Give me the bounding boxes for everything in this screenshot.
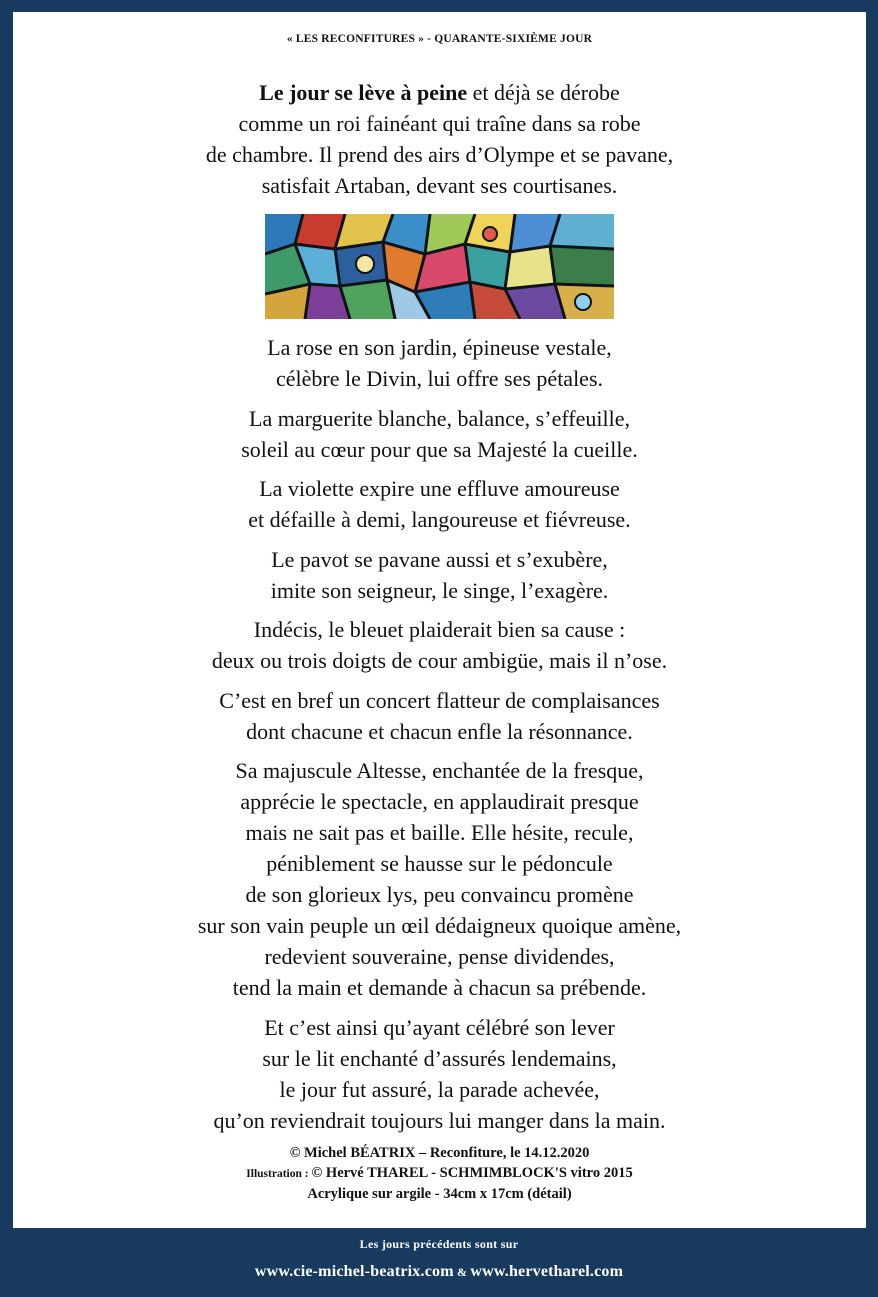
footer-intro: Les jours précédents sont sur (359, 1237, 519, 1251)
stained-glass-illustration (265, 214, 614, 319)
link-hervetharel[interactable]: www.hervetharel.com (470, 1263, 624, 1280)
stanza-9 (13, 1012, 866, 1136)
stanza-4 (13, 473, 866, 535)
poem-line: sur son vain peuple un œil dédaigneux quoique amène, (197, 913, 682, 938)
stanza-1 (13, 77, 866, 201)
illustration-credit (13, 1163, 866, 1184)
artwork-details: Acrylique sur argile - 34cm x 17cm (détail) (307, 1186, 572, 1202)
poem-line: deux ou trois doigts de cour ambigüe, mais il n’ose. (211, 648, 668, 673)
poem-line: dont chacune et chacun enfle la résonnance. (246, 718, 633, 744)
poem-line: de son glorieux lys, peu convaincu promène (245, 882, 634, 907)
poem (13, 77, 866, 1144)
poem-opening-rest: et déjà se dérobe (467, 80, 620, 105)
poem-line: C’est en bref un concert flatteur de complaisances (219, 687, 660, 713)
poem-line: La marguerite blanche, balance, s’effeuille, (249, 405, 630, 431)
poem-page (13, 12, 866, 1228)
poem-opening-bold: Le jour se lève à peine (259, 80, 468, 105)
illustration-prefix: Illustration : (246, 1168, 312, 1180)
credits (13, 1143, 866, 1204)
poem-line: de chambre. Il prend des airs d’Olympe et se pavane, (205, 142, 674, 167)
poem-line: satisfait Artaban, devant ses courtisanes. (261, 173, 618, 198)
poem-line: sur le lit enchanté d’assurés lendemains, (262, 1045, 617, 1071)
footer (0, 1228, 878, 1281)
stanza-6 (13, 614, 866, 676)
footer-links (0, 1263, 878, 1281)
stanza-8 (13, 755, 866, 1003)
poem-line: redevient souveraine, pense dividendes, (264, 944, 615, 969)
poem-line: et défaille à demi, langoureuse et fiévreuse. (248, 507, 631, 532)
stanza-3 (13, 403, 866, 465)
poem-line: Et c’est ainsi qu’ayant célébré son lever (264, 1014, 615, 1040)
poem-line: péniblement se hausse sur le pédoncule (266, 851, 613, 876)
poem-line: comme un roi fainéant qui traîne dans sa robe (238, 111, 641, 136)
illustration-artist: © Hervé THAREL - SCHMIMBLOCK'S vitro 2015 (311, 1165, 633, 1181)
stanza-5 (13, 544, 866, 606)
footer-ampersand: & (453, 1265, 471, 1279)
poem-line: Le pavot se pavane aussi et s’exubère, (271, 546, 608, 572)
poem-line: Indécis, le bleuet plaiderait bien sa cause : (253, 617, 626, 642)
poem-line: soleil au cœur pour que sa Majesté la cueille. (241, 436, 638, 462)
poem-line: La rose en son jardin, épineuse vestale, (267, 335, 612, 360)
poem-line: qu’on reviendrait toujours lui manger dans la main. (213, 1107, 666, 1133)
stanza-2 (13, 332, 866, 394)
poem-line: tend la main et demande à chacun sa prébende. (232, 975, 647, 1000)
page-header: « LES RECONFITURES » - QUARANTE-SIXIÈME JOUR (286, 33, 593, 45)
poem-line: célèbre le Divin, lui offre ses pétales. (275, 366, 604, 391)
poem-line: Sa majuscule Altesse, enchantée de la fresque, (235, 758, 644, 783)
poem-line (13, 77, 866, 108)
stanza-7 (13, 685, 866, 747)
poem-line: le jour fut assuré, la parade achevée, (279, 1076, 600, 1102)
poem-line: apprécie le spectacle, en applaudirait presque (240, 789, 639, 814)
poem-line: mais ne sait pas et baille. Elle hésite, recule, (245, 820, 634, 845)
link-cie-michel-beatrix[interactable]: www.cie-michel-beatrix.com (254, 1263, 454, 1280)
poem-line: La violette expire une effluve amoureuse (259, 476, 620, 501)
copyright-line: © Michel BÉATRIX – Reconfiture, le 14.12.2020 (289, 1145, 590, 1161)
poem-line: imite son seigneur, le singe, l’exagère. (270, 577, 609, 603)
